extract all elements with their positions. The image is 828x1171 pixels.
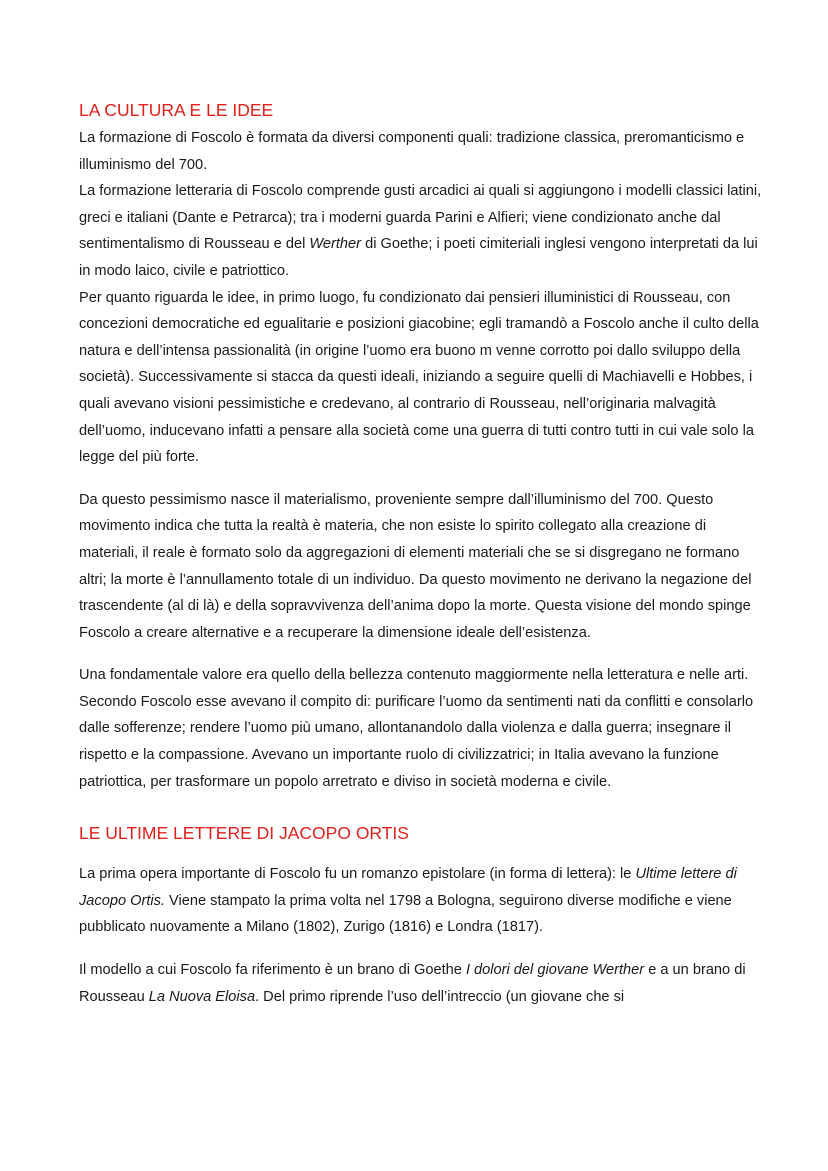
text-run: . Del primo riprende l’uso dell’intreccio (un giovane che si — [255, 988, 625, 1005]
text-run: La prima opera importante di Foscolo fu un romanzo epistolare (in forma di lettera): le — [79, 866, 636, 883]
text-run: La formazione letteraria di Foscolo comprende gusti arcadici ai quali si aggiungono i modelli classici latini, greci e italiani (Dante e Petrarca); tra i moderni guarda Parini e Alfieri; viene condizionato anche dal sentimentalismo di Rousseau e del — [79, 183, 762, 253]
paragraph-modello — [79, 957, 768, 1010]
paragraph-idee: Per quanto riguarda le idee, in primo luogo, fu condizionato dai pensieri illuministici di Rousseau, con concezioni democratiche ed egualitarie e posizioni giacobine; egli tramandò a Foscolo anche il culto della natura e dell’intensa passionalità (in origine l’uomo era buono m venne corrotto poi dallo sviluppo della società). Successivamente si stacca da questi ideali, iniziando a seguire quelli di Machiavelli e Hobbes, i quali avevano visioni pessimistiche e credevano, al contrario di Rousseau, nell’originaria malvagità dell’uomo, inducevano infatti a pensare alla società come una guerra di tutti contro tutti in cui vale solo la legge del più forte. — [79, 289, 759, 466]
paragraph-formazione-letteraria — [79, 178, 768, 284]
text-run: Il modello a cui Foscolo fa riferimento è un brano di Goethe — [79, 962, 466, 979]
paragraph-formazione: La formazione di Foscolo è formata da diversi componenti quali: tradizione classica, preromanticismo e illuminismo del 700. — [79, 130, 745, 173]
section-heading-ortis: LE ULTIME LETTERE DI JACOPO ORTIS — [79, 823, 409, 844]
section-heading-cultura: LA CULTURA E LE IDEE — [79, 100, 274, 120]
italic-title-dolori: I dolori del giovane Werther — [465, 962, 645, 979]
italic-title-ortis: Ultime lettere di Jacopo Ortis. — [79, 866, 737, 909]
italic-title-werther: Werther — [309, 236, 362, 253]
text-run: Viene stampato la prima volta nel 1798 a Bologna, seguirono diverse modifiche e viene pubblicato nuovamente a Milano (1802), Zurigo (1816) e Londra (1817). — [79, 892, 732, 936]
paragraph-materialismo: Da questo pessimismo nasce il materialismo, proveniente sempre dall’illuminismo del 700. Questo movimento indica che tutta la realtà è materia, che non esiste lo spirito collegato alla creazione di materiali, il reale è formato solo da aggregazioni di elementi materiali che se si disgregano ne formano altri; la morte è l’annullamento totale di un individuo. Da questo movimento ne derivano la negazione del trascendente (al di là) e della sopravvivenza dell’anima dopo la morte. Questa visione del mondo spinge Foscolo a creare alternative e a recuperare la dimensione ideale dell’esistenza. — [79, 491, 752, 641]
paragraph-prima-opera — [79, 861, 768, 941]
italic-title-eloisa: La Nuova Eloisa — [148, 988, 256, 1005]
paragraph-bellezza: Una fondamentale valore era quello della bellezza contenuto maggiormente nella letteratura e nelle arti. Secondo Foscolo esse avevano il compito di: purificare l’uomo da sentimenti nati da conflitti e consolarlo dalle sofferenze; rendere l’uomo più umano, allontanandolo dalla violenza e dalla guerra; insegnare il rispetto e la compassione. Avevano un importante ruolo di civilizzatrici; in Italia avevano la funzione patriottica, per trasformare un popolo arretrato e diviso in società moderna e civile. — [79, 667, 754, 790]
text-run: e a un brano di Rousseau — [79, 962, 746, 1005]
text-run: di Goethe; i poeti cimiteriali inglesi vengono interpretati da lui in modo laico, civile e patriottico. — [79, 236, 758, 279]
